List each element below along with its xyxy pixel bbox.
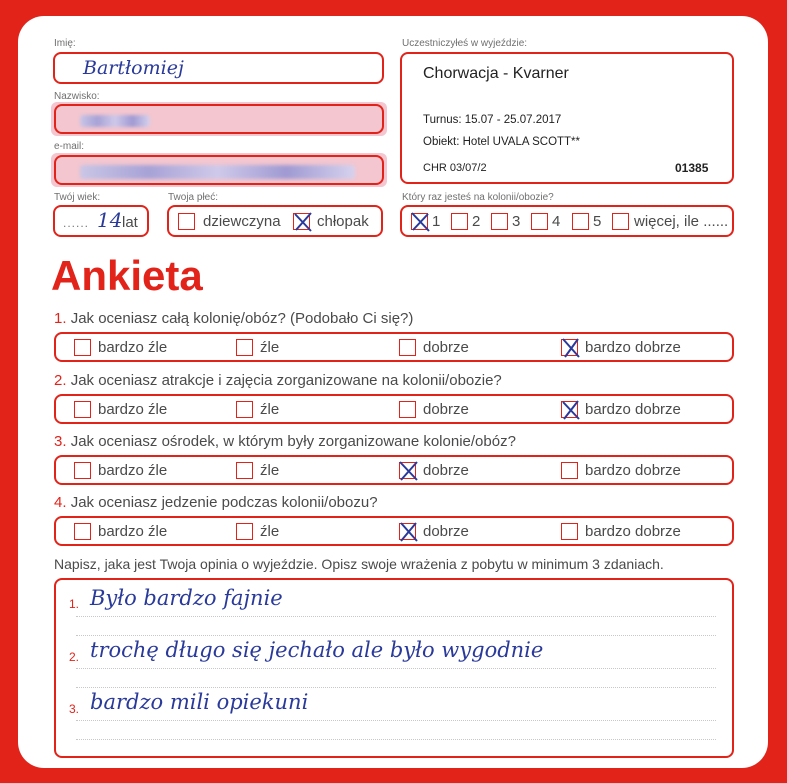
trip-card bbox=[400, 52, 734, 184]
times-checkbox-3[interactable] bbox=[491, 213, 508, 230]
times-option-3: 3 bbox=[512, 213, 521, 230]
age-value: 14 bbox=[97, 208, 123, 232]
q4-checkbox-very-good[interactable] bbox=[561, 523, 578, 540]
writing-line bbox=[76, 668, 716, 669]
question-number: 4. bbox=[54, 494, 67, 511]
answer-text-1: Było bardzo fajnie bbox=[90, 586, 283, 610]
email-field[interactable] bbox=[54, 155, 384, 185]
last-name-field[interactable] bbox=[54, 104, 384, 134]
times-option-4: 4 bbox=[552, 213, 561, 230]
check-mark-icon bbox=[292, 211, 314, 233]
age-field[interactable] bbox=[53, 205, 149, 237]
q4-checkbox-bad[interactable] bbox=[236, 523, 253, 540]
question-4 bbox=[54, 494, 378, 511]
q1-checkbox-very-bad[interactable] bbox=[74, 339, 91, 356]
writing-line bbox=[76, 616, 716, 617]
q1-option-very-good: bardzo dobrze bbox=[585, 339, 681, 356]
last-name-redacted bbox=[80, 115, 150, 127]
check-mark-icon bbox=[560, 337, 582, 359]
email-label: e-mail: bbox=[54, 141, 85, 152]
trip-label: Uczestniczyłeś w wyjeździe: bbox=[402, 38, 528, 49]
q2-option-bad: źle bbox=[260, 401, 280, 418]
opinion-box[interactable] bbox=[54, 578, 734, 758]
times-checkbox-4[interactable] bbox=[531, 213, 548, 230]
last-name-label: Nazwisko: bbox=[54, 91, 100, 102]
times-label: Który raz jesteś na kolonii/obozie? bbox=[402, 192, 554, 203]
q1-option-very-bad: bardzo źle bbox=[98, 339, 168, 356]
first-name-label: Imię: bbox=[54, 38, 76, 49]
age-dots: ...... bbox=[63, 216, 90, 230]
q1-checkbox-bad[interactable] bbox=[236, 339, 253, 356]
question-text: Jak oceniasz ośrodek, w którym były zorganizowane kolonie/obóz? bbox=[70, 433, 516, 450]
q3-checkbox-bad[interactable] bbox=[236, 462, 253, 479]
answer-number-3: 3. bbox=[69, 702, 80, 716]
answer-text-3: bardzo mili opiekuni bbox=[90, 690, 309, 714]
trip-obiekt: Obiekt: Hotel UVALA SCOTT** bbox=[423, 136, 581, 148]
q1-option-bad: źle bbox=[260, 339, 280, 356]
times-option-1: 1 bbox=[432, 213, 441, 230]
times-checkbox-2[interactable] bbox=[451, 213, 468, 230]
writing-line bbox=[76, 720, 716, 721]
question-number: 1. bbox=[54, 310, 67, 327]
question-number: 2. bbox=[54, 372, 67, 389]
survey-sheet bbox=[18, 16, 768, 768]
times-option-more: więcej, ile ...... bbox=[634, 213, 729, 230]
q2-checkbox-very-good[interactable] bbox=[561, 401, 578, 418]
times-option-5: 5 bbox=[593, 213, 602, 230]
answer-number-2: 2. bbox=[69, 650, 80, 664]
answer-row-3 bbox=[54, 455, 734, 485]
question-text: Jak oceniasz całą kolonię/obóz? (Podobało Ci się?) bbox=[70, 310, 414, 327]
q3-checkbox-very-bad[interactable] bbox=[74, 462, 91, 479]
q1-checkbox-very-good[interactable] bbox=[561, 339, 578, 356]
check-mark-icon bbox=[410, 211, 432, 233]
opinion-prompt: Napisz, jaka jest Twoja opinia o wyjeździe. Opisz swoje wrażenia z pobytu w minimum 3 zdaniach. bbox=[54, 556, 664, 572]
question-3 bbox=[54, 433, 516, 450]
answer-row-4 bbox=[54, 516, 734, 546]
gender-group bbox=[167, 205, 383, 237]
check-mark-icon bbox=[398, 521, 420, 543]
check-mark-icon bbox=[398, 460, 420, 482]
age-unit: lat bbox=[122, 214, 138, 231]
q2-option-very-bad: bardzo źle bbox=[98, 401, 168, 418]
writing-line bbox=[76, 739, 716, 740]
q2-option-good: dobrze bbox=[423, 401, 469, 418]
email-redacted bbox=[80, 165, 355, 179]
gender-label: Twoja płeć: bbox=[168, 192, 219, 203]
gender-checkbox-girl[interactable] bbox=[178, 213, 195, 230]
gender-option-girl: dziewczyna bbox=[203, 213, 281, 230]
trip-turnus: Turnus: 15.07 - 25.07.2017 bbox=[423, 114, 562, 126]
age-label: Twój wiek: bbox=[54, 192, 101, 203]
question-text: Jak oceniasz atrakcje i zajęcia zorganizowane na kolonii/obozie? bbox=[70, 372, 502, 389]
q3-option-bad: źle bbox=[260, 462, 280, 479]
q3-option-good: dobrze bbox=[423, 462, 469, 479]
survey-title: Ankieta bbox=[51, 252, 203, 299]
writing-line bbox=[76, 635, 716, 636]
question-number: 3. bbox=[54, 433, 67, 450]
q2-checkbox-very-bad[interactable] bbox=[74, 401, 91, 418]
q4-option-bad: źle bbox=[260, 523, 280, 540]
question-1 bbox=[54, 310, 413, 327]
times-checkbox-1[interactable] bbox=[411, 213, 428, 230]
trip-code: CHR 03/07/2 bbox=[423, 162, 487, 174]
q4-checkbox-good[interactable] bbox=[399, 523, 416, 540]
writing-line bbox=[76, 687, 716, 688]
q2-checkbox-bad[interactable] bbox=[236, 401, 253, 418]
q4-option-good: dobrze bbox=[423, 523, 469, 540]
trip-destination: Chorwacja - Kvarner bbox=[423, 65, 569, 82]
q4-checkbox-very-bad[interactable] bbox=[74, 523, 91, 540]
check-mark-icon bbox=[560, 399, 582, 421]
q4-option-very-bad: bardzo źle bbox=[98, 523, 168, 540]
answer-text-2: trochę długo się jechało ale było wygodnie bbox=[90, 638, 544, 662]
gender-checkbox-boy[interactable] bbox=[293, 213, 310, 230]
gender-option-boy: chłopak bbox=[317, 213, 369, 230]
q3-option-very-bad: bardzo źle bbox=[98, 462, 168, 479]
times-checkbox-more[interactable] bbox=[612, 213, 629, 230]
answer-row-2 bbox=[54, 394, 734, 424]
q2-checkbox-good[interactable] bbox=[399, 401, 416, 418]
answer-number-1: 1. bbox=[69, 597, 80, 611]
first-name-field[interactable] bbox=[53, 52, 384, 84]
q3-option-very-good: bardzo dobrze bbox=[585, 462, 681, 479]
times-group bbox=[400, 205, 734, 237]
times-option-2: 2 bbox=[472, 213, 481, 230]
question-text: Jak oceniasz jedzenie podczas kolonii/obozu? bbox=[70, 494, 378, 511]
q1-checkbox-good[interactable] bbox=[399, 339, 416, 356]
times-checkbox-5[interactable] bbox=[572, 213, 589, 230]
q1-option-good: dobrze bbox=[423, 339, 469, 356]
q4-option-very-good: bardzo dobrze bbox=[585, 523, 681, 540]
q3-checkbox-good[interactable] bbox=[399, 462, 416, 479]
trip-number: 01385 bbox=[675, 161, 709, 175]
q2-option-very-good: bardzo dobrze bbox=[585, 401, 681, 418]
question-2 bbox=[54, 372, 502, 389]
answer-row-1 bbox=[54, 332, 734, 362]
first-name-value: Bartłomiej bbox=[83, 57, 184, 79]
q3-checkbox-very-good[interactable] bbox=[561, 462, 578, 479]
